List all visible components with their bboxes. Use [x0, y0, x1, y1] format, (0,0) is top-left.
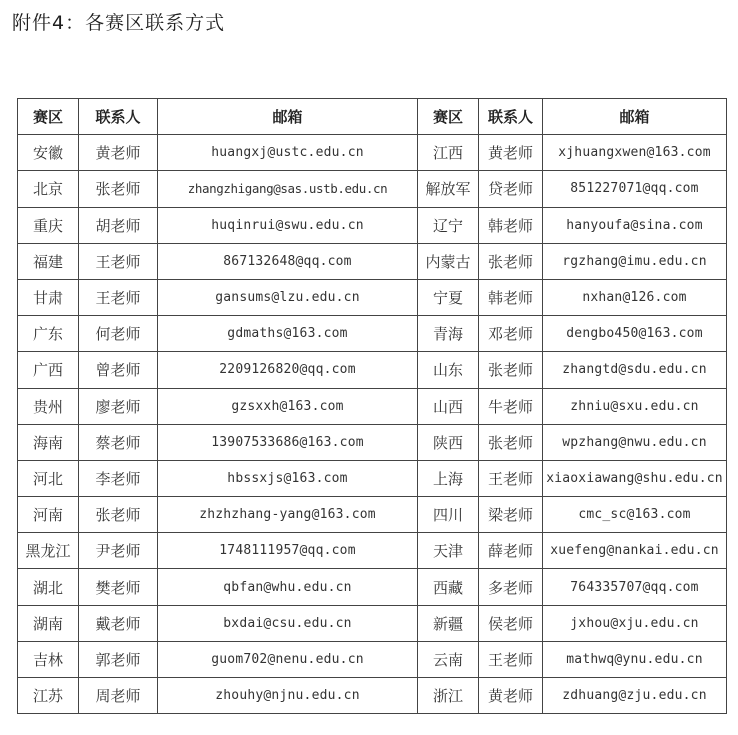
contact-person-cell: 王老师	[479, 460, 543, 496]
email-cell: rgzhang@imu.edu.cn	[543, 243, 727, 279]
region-cell: 宁夏	[418, 279, 479, 315]
contact-person-cell: 戴老师	[79, 605, 158, 641]
header-person: 联系人	[479, 99, 543, 135]
region-cell: 浙江	[418, 678, 479, 714]
email-cell: cmc_sc@163.com	[543, 497, 727, 533]
contacts-table	[17, 98, 727, 714]
contact-person-cell: 张老师	[479, 243, 543, 279]
contact-person-cell: 曾老师	[79, 352, 158, 388]
email-cell: qbfan@whu.edu.cn	[158, 569, 418, 605]
region-cell: 北京	[18, 171, 79, 207]
region-cell: 山东	[418, 352, 479, 388]
contact-person-cell: 张老师	[479, 424, 543, 460]
region-cell: 湖南	[18, 605, 79, 641]
header-person: 联系人	[79, 99, 158, 135]
email-cell: 2209126820@qq.com	[158, 352, 418, 388]
email-cell: zhangtd@sdu.edu.cn	[543, 352, 727, 388]
contact-person-cell: 樊老师	[79, 569, 158, 605]
contact-person-cell: 邓老师	[479, 316, 543, 352]
table-row	[18, 279, 727, 315]
table-row	[18, 497, 727, 533]
contact-person-cell: 王老师	[79, 279, 158, 315]
contact-person-cell: 张老师	[79, 171, 158, 207]
contact-person-cell: 梁老师	[479, 497, 543, 533]
region-cell: 河南	[18, 497, 79, 533]
table-row	[18, 678, 727, 714]
email-cell: hbssxjs@163.com	[158, 460, 418, 496]
contact-person-cell: 黄老师	[79, 135, 158, 171]
region-cell: 上海	[418, 460, 479, 496]
contact-person-cell: 韩老师	[479, 207, 543, 243]
email-cell: guom702@nenu.edu.cn	[158, 641, 418, 677]
region-cell: 甘肃	[18, 279, 79, 315]
table-row	[18, 605, 727, 641]
email-cell: xjhuangxwen@163.com	[543, 135, 727, 171]
table-row	[18, 316, 727, 352]
table-row	[18, 243, 727, 279]
email-cell: huangxj@ustc.edu.cn	[158, 135, 418, 171]
region-cell: 内蒙古	[418, 243, 479, 279]
email-cell: gansums@lzu.edu.cn	[158, 279, 418, 315]
table-row	[18, 207, 727, 243]
contact-person-cell: 胡老师	[79, 207, 158, 243]
region-cell: 天津	[418, 533, 479, 569]
region-cell: 福建	[18, 243, 79, 279]
contact-person-cell: 黄老师	[479, 135, 543, 171]
contact-person-cell: 何老师	[79, 316, 158, 352]
contact-person-cell: 王老师	[479, 641, 543, 677]
region-cell: 山西	[418, 388, 479, 424]
contact-person-cell: 张老师	[479, 352, 543, 388]
region-cell: 广东	[18, 316, 79, 352]
region-cell: 解放军	[418, 171, 479, 207]
email-cell: gzsxxh@163.com	[158, 388, 418, 424]
email-cell: 764335707@qq.com	[543, 569, 727, 605]
table-row	[18, 533, 727, 569]
email-cell: 867132648@qq.com	[158, 243, 418, 279]
contact-person-cell: 多老师	[479, 569, 543, 605]
contact-person-cell: 牛老师	[479, 388, 543, 424]
email-cell: zhniu@sxu.edu.cn	[543, 388, 727, 424]
contact-person-cell: 周老师	[79, 678, 158, 714]
contact-person-cell: 侯老师	[479, 605, 543, 641]
region-cell: 海南	[18, 424, 79, 460]
email-cell: nxhan@126.com	[543, 279, 727, 315]
email-cell: hanyoufa@sina.com	[543, 207, 727, 243]
table-row	[18, 388, 727, 424]
email-cell: zhzhzhang-yang@163.com	[158, 497, 418, 533]
contact-person-cell: 蔡老师	[79, 424, 158, 460]
email-cell: xiaoxiawang@shu.edu.cn	[543, 460, 727, 496]
contact-person-cell: 廖老师	[79, 388, 158, 424]
region-cell: 重庆	[18, 207, 79, 243]
region-cell: 贵州	[18, 388, 79, 424]
contact-person-cell: 薛老师	[479, 533, 543, 569]
region-cell: 黑龙江	[18, 533, 79, 569]
region-cell: 广西	[18, 352, 79, 388]
table-row	[18, 460, 727, 496]
email-cell: bxdai@csu.edu.cn	[158, 605, 418, 641]
region-cell: 青海	[418, 316, 479, 352]
email-cell: huqinrui@swu.edu.cn	[158, 207, 418, 243]
email-cell: zhangzhigang@sas.ustb.edu.cn	[158, 171, 418, 207]
header-email: 邮箱	[543, 99, 727, 135]
region-cell: 新疆	[418, 605, 479, 641]
header-email: 邮箱	[158, 99, 418, 135]
region-cell: 江西	[418, 135, 479, 171]
contact-person-cell: 黄老师	[479, 678, 543, 714]
region-cell: 陕西	[418, 424, 479, 460]
contact-person-cell: 李老师	[79, 460, 158, 496]
region-cell: 河北	[18, 460, 79, 496]
table-row	[18, 352, 727, 388]
region-cell: 西藏	[418, 569, 479, 605]
region-cell: 江苏	[18, 678, 79, 714]
email-cell: mathwq@ynu.edu.cn	[543, 641, 727, 677]
contact-person-cell: 尹老师	[79, 533, 158, 569]
contact-person-cell: 韩老师	[479, 279, 543, 315]
email-cell: zhouhy@njnu.edu.cn	[158, 678, 418, 714]
email-cell: gdmaths@163.com	[158, 316, 418, 352]
region-cell: 安徽	[18, 135, 79, 171]
region-cell: 吉林	[18, 641, 79, 677]
header-region: 赛区	[18, 99, 79, 135]
table-row	[18, 569, 727, 605]
region-cell: 辽宁	[418, 207, 479, 243]
contact-person-cell: 张老师	[79, 497, 158, 533]
table-row	[18, 641, 727, 677]
email-cell: dengbo450@163.com	[543, 316, 727, 352]
region-cell: 湖北	[18, 569, 79, 605]
contact-person-cell: 贷老师	[479, 171, 543, 207]
header-region: 赛区	[418, 99, 479, 135]
email-cell: jxhou@xju.edu.cn	[543, 605, 727, 641]
email-cell: 851227071@qq.com	[543, 171, 727, 207]
contact-person-cell: 郭老师	[79, 641, 158, 677]
table-row	[18, 135, 727, 171]
email-cell: xuefeng@nankai.edu.cn	[543, 533, 727, 569]
email-cell: zdhuang@zju.edu.cn	[543, 678, 727, 714]
table-row	[18, 171, 727, 207]
table-header-row	[18, 99, 727, 135]
page-title: 附件4：各赛区联系方式	[12, 12, 226, 34]
table-row	[18, 424, 727, 460]
region-cell: 云南	[418, 641, 479, 677]
email-cell: wpzhang@nwu.edu.cn	[543, 424, 727, 460]
contact-person-cell: 王老师	[79, 243, 158, 279]
email-cell: 1748111957@qq.com	[158, 533, 418, 569]
email-cell: 13907533686@163.com	[158, 424, 418, 460]
region-cell: 四川	[418, 497, 479, 533]
